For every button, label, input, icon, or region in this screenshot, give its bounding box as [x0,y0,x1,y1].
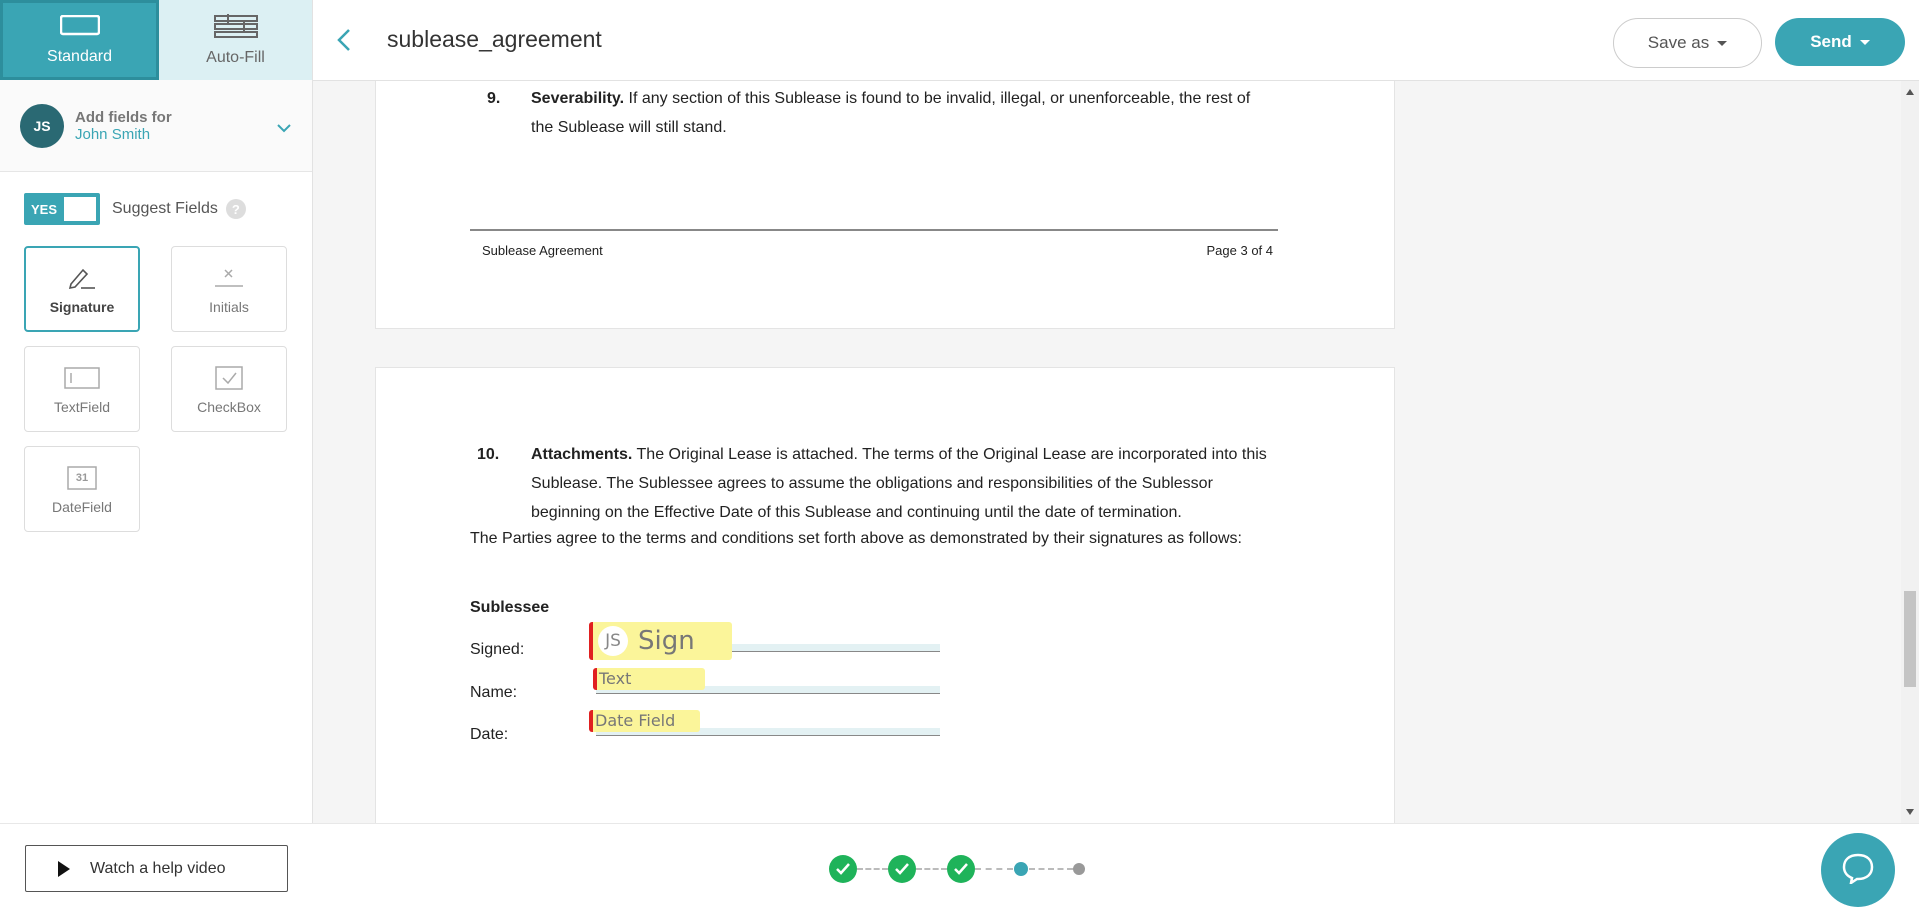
sidebar [0,0,313,823]
textfield-field-label: TextField [53,399,111,415]
document-title: sublease_agreement [387,26,602,52]
recipient-label: Add fields for [75,108,172,126]
footer [0,823,1919,907]
standard-mode-icon [60,15,100,42]
date-label: Date: [470,726,509,743]
checkbox-field-button[interactable] [171,346,287,432]
step-connector [857,868,888,870]
date-field[interactable]: Date Field [589,710,700,732]
section-paragraph [531,440,1271,527]
autofill-mode-icon [214,14,258,43]
tab-autofill[interactable] [159,0,312,80]
step-2-complete-check-icon[interactable] [888,855,916,883]
help-icon[interactable]: ? [226,199,246,219]
signature-field-label: Signature [49,299,115,315]
save-as-label: Save as [1647,33,1710,52]
section-number: 9. [487,90,501,107]
tab-standard[interactable] [0,0,159,80]
suggest-fields-label: Suggest Fields [112,200,218,217]
scrollbar-thumb[interactable] [1904,591,1916,687]
toggle-knob [64,197,96,221]
initials-field-label: Initials [209,299,249,315]
section-number: 10. [477,446,500,463]
section-paragraph [531,84,1271,142]
name-label: Name: [470,684,518,701]
step-connector [1029,868,1073,870]
signature-field-avatar: JS [598,626,628,656]
suggest-fields-row [24,193,246,225]
save-as-button[interactable] [1613,18,1762,68]
document-scrollbar[interactable] [1901,81,1919,823]
page-footer-number: Page 3 of 4 [1206,243,1273,258]
step-connector [916,868,947,870]
section-title: Severability. [531,90,625,107]
progress-steps [829,854,1085,884]
signature-field[interactable] [589,622,732,660]
avatar: JS [20,104,64,148]
section-text: If any section of this Sublease is found to be invalid, illegal, or unenforceable, the rest of the Sublease will still stand. [531,90,1251,136]
document-page-4 [375,367,1395,823]
page-footer-title: Sublease Agreement [482,243,603,258]
text-field[interactable]: Text [593,668,705,690]
step-5-pending[interactable] [1073,863,1085,875]
scroll-down-arrow-icon[interactable] [1906,809,1914,815]
pen-icon [67,263,97,293]
step-4-current[interactable] [1014,862,1028,876]
parties-paragraph: The Parties agree to the terms and conditions set forth above as demonstrated by their signatures as follows: [470,530,1242,547]
send-button[interactable] [1775,18,1905,66]
initials-field-button[interactable] [171,246,287,332]
section-text: The Original Lease is attached. The terms of the Original Lease are incorporated into this Sublease. The Sublessee agrees to assume the obligations and responsibilities of the Sublessor beginning on the Effective Date of this Sublease and continuing until the date of termination. [531,446,1267,521]
back-arrow-icon[interactable] [335,26,353,59]
chat-support-button[interactable] [1821,833,1895,907]
section-title: Attachments. [531,446,633,463]
mode-tabs [0,0,312,80]
chat-bubble-icon [1841,852,1875,889]
watch-help-video-button[interactable] [25,845,288,892]
scroll-up-arrow-icon[interactable] [1906,89,1914,95]
signature-field-text: Sign [638,625,695,656]
help-video-label: Watch a help video [90,859,226,877]
textfield-field-button[interactable] [24,346,140,432]
textfield-icon [64,363,100,393]
signed-label: Signed: [470,641,525,658]
tab-standard-label: Standard [47,47,112,65]
calendar-icon [67,463,97,493]
party-heading: Sublessee [470,599,550,616]
recipient-name: John Smith [75,125,151,143]
signature-field-button[interactable] [24,246,140,332]
caret-down-icon [1860,40,1870,45]
datefield-field-label: DateField [52,499,112,515]
send-label: Send [1810,32,1852,51]
datefield-field-button[interactable] [24,446,140,532]
step-1-complete-check-icon[interactable] [829,855,857,883]
recipient-selector[interactable] [0,80,312,172]
header [313,0,1919,81]
toggle-yes-label: YES [30,201,57,217]
chevron-down-icon [276,120,292,138]
document-page-3 [375,81,1395,329]
checkbox-field-label: CheckBox [197,399,261,415]
footer-divider [470,229,1278,231]
document-viewer[interactable] [313,81,1919,823]
calendar-icon-number: 31 [75,472,89,484]
checkbox-icon [214,363,244,393]
caret-down-icon [1717,41,1727,46]
initials-icon [213,263,245,293]
tab-autofill-label: Auto-Fill [206,48,265,66]
step-3-complete-check-icon[interactable] [947,855,975,883]
play-icon [58,861,70,877]
step-connector [975,868,1013,870]
suggest-fields-toggle[interactable] [24,193,100,225]
